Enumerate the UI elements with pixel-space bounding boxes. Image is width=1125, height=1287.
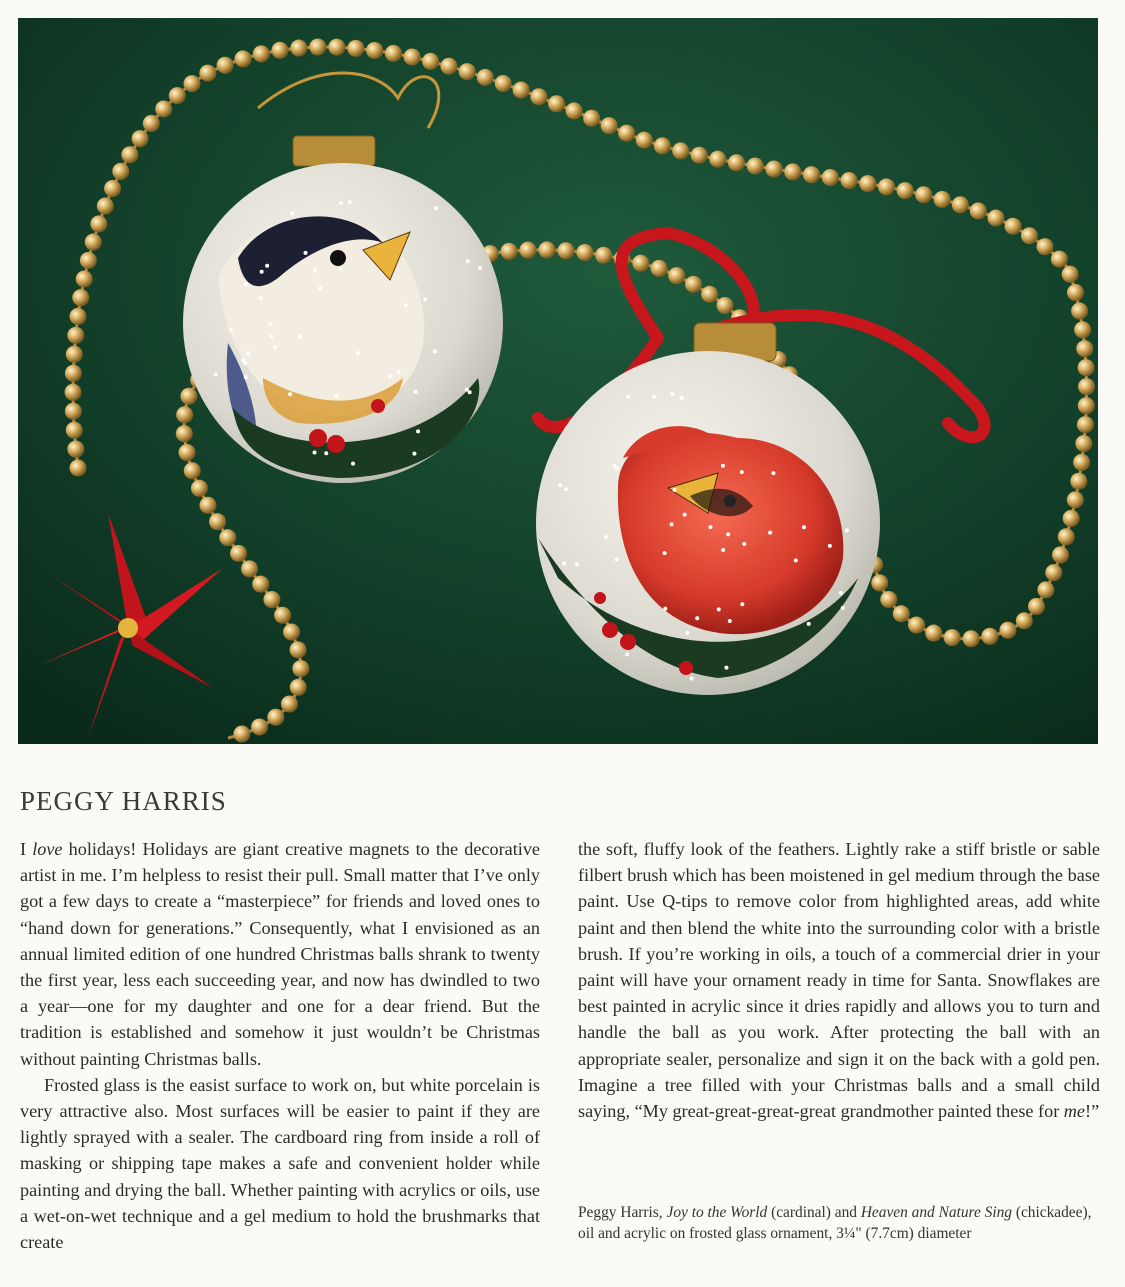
- gold-bead: [184, 462, 201, 479]
- paragraph-1: [20, 836, 540, 1072]
- gold-bead: [691, 147, 708, 164]
- snow-dot: [304, 251, 308, 255]
- gold-bead: [784, 163, 801, 180]
- gold-bead: [1077, 416, 1094, 433]
- gold-bead: [1045, 564, 1062, 581]
- gold-bead: [65, 384, 82, 401]
- gold-bead: [495, 75, 512, 92]
- snow-dot: [802, 525, 806, 529]
- gold-bead: [104, 180, 121, 197]
- snow-dot: [721, 464, 725, 468]
- gold-bead: [654, 137, 671, 154]
- snow-dot: [663, 607, 667, 611]
- snow-dot: [724, 666, 728, 670]
- snow-dot: [728, 619, 732, 623]
- gold-bead: [366, 42, 383, 59]
- gold-bead: [934, 191, 951, 208]
- snow-dot: [841, 606, 845, 610]
- gold-bead: [385, 45, 402, 62]
- snow-dot: [356, 351, 360, 355]
- gold-bead: [701, 286, 718, 303]
- gold-bead: [728, 154, 745, 171]
- snow-dot: [670, 392, 674, 396]
- gold-bead: [66, 422, 83, 439]
- snow-dot: [348, 200, 352, 204]
- gold-bead: [1051, 251, 1068, 268]
- snow-dot: [273, 345, 277, 349]
- gold-bead: [241, 560, 258, 577]
- gold-bead: [179, 444, 196, 461]
- snow-dot: [313, 450, 317, 454]
- snow-dot: [615, 557, 619, 561]
- gold-bead: [253, 45, 270, 62]
- snow-dot: [768, 531, 772, 535]
- snow-dot: [708, 525, 712, 529]
- gold-bead: [1076, 340, 1093, 357]
- gold-bead: [459, 63, 476, 80]
- gold-bead: [112, 163, 129, 180]
- gold-bead: [672, 142, 689, 159]
- gold-bead: [501, 243, 518, 260]
- snow-dot: [423, 297, 427, 301]
- gold-bead: [915, 186, 932, 203]
- gold-bead: [143, 115, 160, 132]
- gold-bead: [230, 545, 247, 562]
- snow-dot: [771, 471, 775, 475]
- gold-bead: [548, 95, 565, 112]
- gold-bead: [925, 625, 942, 642]
- gold-bead: [557, 242, 574, 259]
- gold-bead: [180, 388, 197, 405]
- gold-bead: [72, 289, 89, 306]
- snow-dot: [324, 451, 328, 455]
- snow-dot: [828, 544, 832, 548]
- gold-bead: [155, 100, 172, 117]
- snow-dot: [339, 267, 343, 271]
- gold-bead: [871, 574, 888, 591]
- gold-bead: [576, 244, 593, 261]
- gold-bead: [803, 166, 820, 183]
- gold-bead: [263, 591, 280, 608]
- snow-dot: [695, 616, 699, 620]
- p3-text-a: the soft, fluffy look of the feathers. Lightly rake a stiff bristle or sable filbert brush which has been moistened in gel medium through the base paint. Use Q-tips to remove color from highlighted areas, add white paint and then blend the white into the surrounding color with a bristle brush. If you’re working in oils, a touch of a commercial drier in your paint will have your ornament ready in time for Santa. Snowflakes are best painted in acrylic since it dries rapidly and allows you to turn and handle the ball as you work. After protecting the ball with an appropriate sealer, personalize and sign it on the back with a gold pen. Imagine a tree filled with your Christmas balls and a small child saying, “My great-great-great-great grandmother painted these for: [578, 839, 1100, 1122]
- gold-bead: [822, 169, 839, 186]
- gold-bead: [347, 40, 364, 57]
- snow-dot: [269, 334, 273, 338]
- article-column-right: [578, 836, 1100, 1124]
- gold-bead: [513, 82, 530, 99]
- artist-heading: PEGGY HARRIS: [20, 786, 227, 816]
- gold-bead: [595, 247, 612, 264]
- gold-bead: [519, 242, 536, 259]
- snow-dot: [794, 558, 798, 562]
- gold-bead: [1071, 303, 1088, 320]
- gold-bead: [1075, 435, 1092, 452]
- snow-dot: [742, 542, 746, 546]
- p3-emphasis: me: [1063, 1101, 1086, 1122]
- gold-bead: [987, 210, 1004, 227]
- gold-bead: [530, 88, 547, 105]
- snow-dot: [670, 522, 674, 526]
- gold-bead: [217, 57, 234, 74]
- gold-bead: [66, 346, 83, 363]
- snow-dot: [335, 394, 339, 398]
- caption-title-cardinal: Joy to the World: [666, 1204, 768, 1221]
- gold-bead: [893, 605, 910, 622]
- gold-bead: [1062, 266, 1079, 283]
- gold-bead: [233, 725, 250, 742]
- snow-dot: [246, 351, 250, 355]
- gold-bead: [636, 132, 653, 149]
- gold-bead: [85, 234, 102, 251]
- gold-bead: [908, 617, 925, 634]
- snow-dot: [288, 392, 292, 396]
- gold-bead: [1078, 378, 1095, 395]
- gold-bead: [132, 130, 149, 147]
- gold-bead: [199, 497, 216, 514]
- gold-bead: [632, 255, 649, 272]
- snow-dot: [663, 551, 667, 555]
- snow-dot: [690, 677, 694, 681]
- gold-bead: [566, 102, 583, 119]
- snow-dot: [265, 264, 269, 268]
- snow-dot: [268, 322, 272, 326]
- snow-dot: [839, 591, 843, 595]
- gold-bead: [970, 202, 987, 219]
- caption-details: (chickadee), oil and acrylic on frosted glass ornament, 3¼" (7.7cm) diameter: [578, 1204, 1092, 1242]
- gold-bead: [685, 276, 702, 293]
- snow-dot: [478, 266, 482, 270]
- gold-bead: [290, 641, 307, 658]
- snow-dot: [845, 528, 849, 532]
- gold-bead: [183, 75, 200, 92]
- gold-bead: [97, 198, 114, 215]
- snow-dot: [466, 259, 470, 263]
- gold-bead: [1067, 284, 1084, 301]
- snow-dot: [721, 548, 725, 552]
- gold-bead: [283, 623, 300, 640]
- snow-dot: [575, 562, 579, 566]
- gold-bead: [952, 196, 969, 213]
- snow-dot: [396, 370, 400, 374]
- gold-bead: [601, 117, 618, 134]
- snow-dot: [740, 602, 744, 606]
- gold-bead: [1073, 454, 1090, 471]
- gold-bead: [1005, 218, 1022, 235]
- gold-bead: [309, 39, 326, 56]
- gold-bead: [199, 65, 216, 82]
- gold-bead: [219, 529, 236, 546]
- article-column-left: [20, 836, 540, 1255]
- ornament-photo: [18, 18, 1098, 744]
- p3-text-b: !”: [1085, 1101, 1100, 1122]
- snow-dot: [726, 532, 730, 536]
- snow-dot: [388, 375, 392, 379]
- photo-caption: [578, 1202, 1098, 1244]
- gold-bead: [1016, 612, 1033, 629]
- gold-bead: [328, 39, 345, 56]
- snow-dot: [214, 372, 218, 376]
- snow-dot: [298, 335, 302, 339]
- snow-dot: [673, 488, 677, 492]
- snow-dot: [613, 464, 617, 468]
- gold-bead: [90, 215, 107, 232]
- snow-dot: [558, 483, 562, 487]
- gold-bead: [252, 576, 269, 593]
- gold-bead: [859, 175, 876, 192]
- snow-dot: [229, 328, 233, 332]
- gold-bead: [963, 630, 980, 647]
- snow-dot: [740, 470, 744, 474]
- snow-dot: [414, 390, 418, 394]
- gold-bead: [1052, 546, 1069, 563]
- gold-bead: [121, 146, 138, 163]
- snow-dot: [680, 396, 684, 400]
- snow-dot: [625, 652, 629, 656]
- snow-dot: [564, 487, 568, 491]
- gold-bead: [1074, 321, 1091, 338]
- gold-bead: [70, 460, 87, 477]
- snow-dot: [562, 562, 566, 566]
- gold-bead: [583, 110, 600, 127]
- snow-dot: [807, 622, 811, 626]
- ornament-illustration: [18, 18, 1098, 744]
- gold-bead: [191, 480, 208, 497]
- gold-bead: [878, 178, 895, 195]
- gold-bead: [651, 260, 668, 277]
- snow-dot: [626, 395, 630, 399]
- gold-bead: [999, 622, 1016, 639]
- gold-bead: [422, 53, 439, 70]
- gold-bead: [281, 696, 298, 713]
- snow-dot: [685, 631, 689, 635]
- gold-bead: [1037, 581, 1054, 598]
- gold-bead: [274, 607, 291, 624]
- snow-dot: [717, 607, 721, 611]
- p1-text-b: holidays! Holidays are giant creative magnets to the decorative artist in me. I’m helpless to resist their pull. Small matter that I’ve only got a few days to create a “masterpiece” for friends and loved ones to “hand down for generations.” Consequently, what I envisioned as an annual limited edition of one hundred Christmas balls shrank to twenty the first year, less each succeeding year, and now has dwindled to two a year—one for my daughter and one for a dear friend. But the tradition is established and somehow it just wouldn’t be Christmas without painting Christmas balls.: [20, 839, 540, 1069]
- paragraph-2: Frosted glass is the easist surface to work on, but white porcelain is very attractive also. Most surfaces will be easier to paint if they are lightly sprayed with a sealer. The cardboard ring from inside a roll of masking or shipping tape makes a safe and convenient holder while painting and drying the ball. Whether painting with acrylics or oils, use a wet-on-wet technique and a gel medium to hold the brushmarks that create: [20, 1074, 540, 1253]
- gold-bead: [67, 441, 84, 458]
- gold-bead: [1078, 397, 1095, 414]
- p1-emphasis: love: [32, 839, 63, 859]
- gold-bead: [80, 252, 97, 269]
- gold-bead: [290, 679, 307, 696]
- gold-bead: [1037, 238, 1054, 255]
- gold-bead: [538, 241, 555, 258]
- snow-dot: [351, 462, 355, 466]
- caption-artist: Peggy Harris,: [578, 1204, 667, 1221]
- snow-dot: [434, 206, 438, 210]
- caption-connector: (cardinal) and: [767, 1204, 861, 1221]
- gold-bead: [251, 718, 268, 735]
- gold-bead: [709, 151, 726, 168]
- gold-bead: [271, 42, 288, 59]
- snow-dot: [683, 513, 687, 517]
- snow-dot: [290, 212, 294, 216]
- gold-bead: [717, 297, 734, 314]
- paragraph-3: [578, 836, 1100, 1124]
- gold-bead: [176, 406, 193, 423]
- gold-bead: [1021, 227, 1038, 244]
- gold-bead: [765, 160, 782, 177]
- snow-dot: [433, 349, 437, 353]
- snow-dot: [244, 282, 248, 286]
- snow-dot: [260, 270, 264, 274]
- caption-title-chickadee: Heaven and Nature Sing: [860, 1204, 1012, 1221]
- gold-bead: [267, 709, 284, 726]
- gold-bead: [290, 40, 307, 57]
- snow-dot: [416, 429, 420, 433]
- snow-dot: [313, 268, 317, 272]
- gold-bead: [1063, 510, 1080, 527]
- gold-bead: [1070, 473, 1087, 490]
- gold-bead: [747, 157, 764, 174]
- snow-dot: [244, 375, 248, 379]
- gold-bead: [477, 69, 494, 86]
- snow-dot: [404, 303, 408, 307]
- gold-bead: [841, 172, 858, 189]
- gold-bead: [169, 87, 186, 104]
- gold-bead: [67, 327, 84, 344]
- gold-bead: [897, 182, 914, 199]
- gold-bead: [404, 49, 421, 66]
- snow-dot: [259, 296, 263, 300]
- gold-bead: [76, 270, 93, 287]
- snow-dot: [604, 535, 608, 539]
- gold-bead: [234, 50, 251, 67]
- gold-bead: [292, 660, 309, 677]
- gold-bead: [668, 267, 685, 284]
- gold-bead: [981, 628, 998, 645]
- gold-bead: [618, 125, 635, 142]
- gold-bead: [65, 403, 82, 420]
- snow-dot: [318, 286, 322, 290]
- gold-bead: [209, 513, 226, 530]
- snow-dot: [468, 390, 472, 394]
- gold-bead: [1058, 528, 1075, 545]
- snow-dot: [339, 201, 343, 205]
- gold-bead: [944, 629, 961, 646]
- snow-dot: [412, 452, 416, 456]
- p1-text-a: I: [20, 839, 33, 859]
- gold-bead: [1067, 491, 1084, 508]
- gold-bead: [880, 591, 897, 608]
- gold-bead: [69, 308, 86, 325]
- gold-bead: [1078, 359, 1095, 376]
- snow-dot: [243, 361, 247, 365]
- gold-bead: [176, 425, 193, 442]
- snow-dot: [652, 395, 656, 399]
- gold-bead: [440, 58, 457, 75]
- gold-bead: [1028, 598, 1045, 615]
- gold-bead: [65, 365, 82, 382]
